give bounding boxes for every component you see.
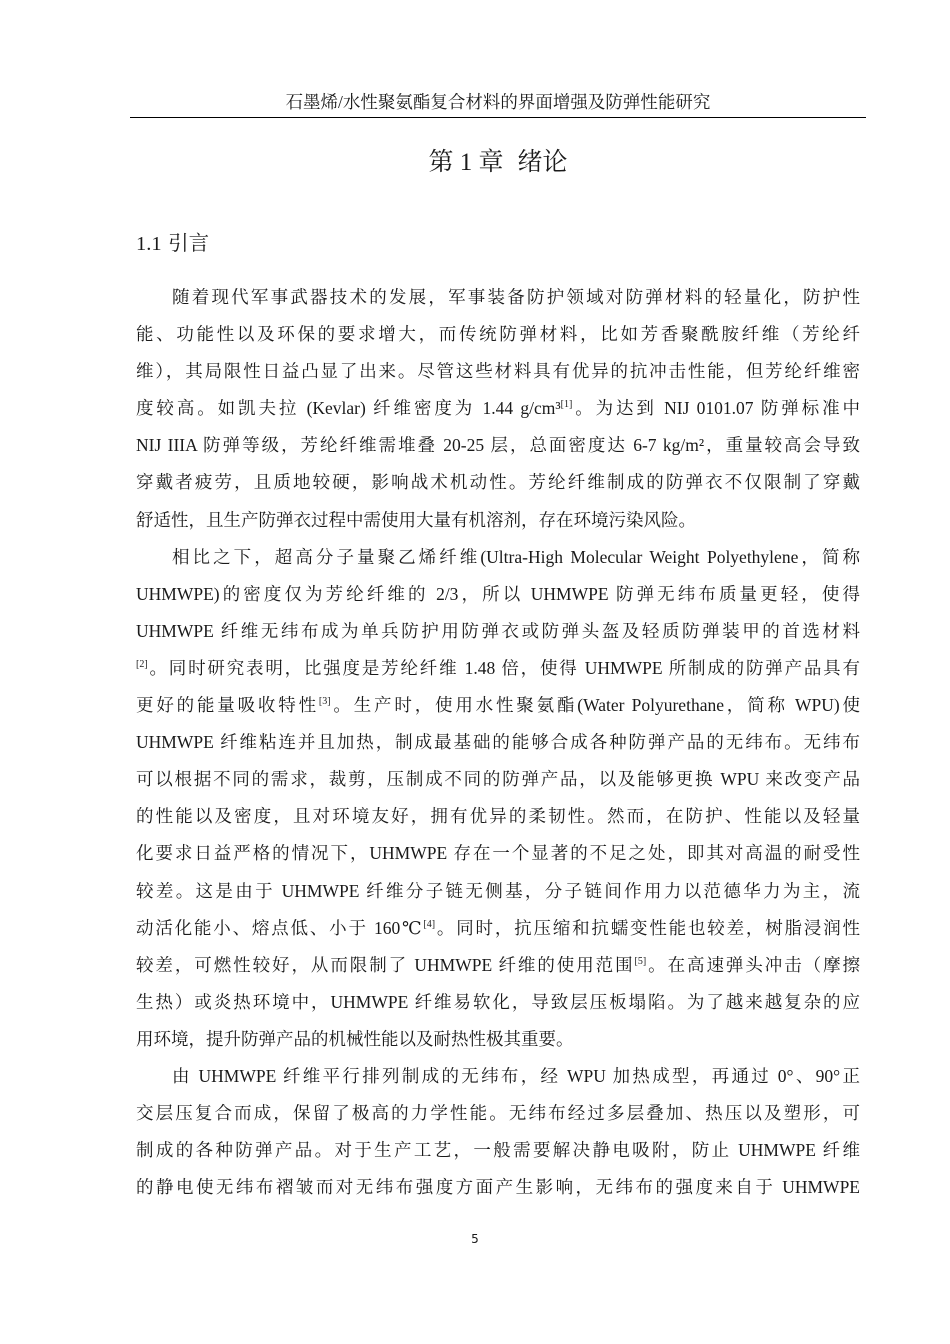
citation-ref: [5] [634, 955, 647, 967]
running-header: 石墨烯/水性聚氨酯复合材料的界面增强及防弹性能研究 [285, 92, 711, 112]
section-heading [136, 228, 209, 259]
citation-ref: [4] [423, 918, 436, 930]
section-number: 1.1 [136, 233, 162, 255]
paragraph-line [136, 947, 860, 984]
paragraph-line: 制成的各种防弹产品。对于生产工艺，一般需要解决静电吸附，防止 UHMWPE 纤维 [136, 1140, 860, 1161]
section-name: 引言 [168, 231, 210, 255]
text-run: 更好的能量吸收特性 [136, 695, 319, 716]
paragraph-line: UHMWPE 纤维粘连并且加热，制成最基础的能够合成各种防弹产品的无纬布。无纬布 [136, 732, 860, 753]
text-run: 。同时研究表明，比强度是芳纶纤维 1.48 倍，使得 UHMWPE 所制成的防弹产品具有 [147, 657, 860, 678]
text-run: 度较高。如凯夫拉 (Kevlar) 纤维密度为 1.44 g/cm³ [136, 398, 561, 419]
paragraph-line: 可以根据不同的需求，裁剪，压制成不同的防弹产品，以及能够更换 WPU 来改变产品 [136, 769, 860, 790]
paragraph-line: 较差。这是由于 UHMWPE 纤维分子链无侧基，分子链间作用力以范德华力为主，流 [136, 880, 860, 901]
text-run: 。同时，抗压缩和抗蠕变性能也较差，树脂浸润性 [435, 917, 861, 938]
paragraph-line: UHMWPE)的密度仅为芳纶纤维的 2/3，所以 UHMWPE 防弹无纬布质量更轻，使得 [136, 583, 860, 604]
paragraph-line: 生热）或炎热环境中，UHMWPE 纤维易软化，导致层压板塌陷。为了越来越复杂的应 [136, 991, 860, 1012]
text-run: 。在高速弹头冲击（摩擦 [646, 954, 861, 975]
body-text [136, 279, 860, 1206]
chapter-number: 第 1 章 [428, 149, 504, 176]
paragraph-line: 相比之下，超高分子量聚乙烯纤维(Ultra-High Molecular Weight Polyethylene，简称 [172, 546, 860, 567]
paragraph-line: 化要求日益严格的情况下，UHMWPE 存在一个显著的不足之处，即其对高温的耐受性 [136, 843, 860, 864]
paragraph-line: 穿戴者疲劳，且质地较硬，影响战术机动性。芳纶纤维制成的防弹衣不仅限制了穿戴 [136, 472, 860, 493]
chapter-title [130, 142, 866, 183]
text-run: 较差，可燃性较好，从而限制了 UHMWPE 纤维的使用范围 [136, 954, 635, 975]
paragraph-line: 维），其局限性日益凸显了出来。尽管这些材料具有优异的抗冲击性能，但芳纶纤维密 [136, 361, 860, 382]
citation-ref: [2] [136, 658, 148, 670]
paragraph-line [136, 650, 860, 687]
paragraph-line: 的性能以及密度，且对环境友好，拥有优异的柔韧性。然而，在防护、性能以及轻量 [136, 806, 860, 827]
text-run: 。为达到 NIJ 0101.07 防弹标准中 [572, 398, 860, 419]
paragraph-line: 用环境，提升防弹产品的机械性能以及耐热性极其重要。 [136, 1028, 574, 1049]
paragraph-line [136, 910, 860, 947]
citation-ref: [3] [318, 696, 331, 708]
paragraph-line: 的静电使无纬布褶皱而对无纬布强度方面产生影响，无纬布的强度来自于 UHMWPE [136, 1177, 860, 1198]
citation-ref: [1] [560, 399, 573, 411]
paragraph-line: NIJ IIIA 防弹等级，芳纶纤维需堆叠 20-25 层，总面密度达 6-7 kg/m²，重量较高会导致 [136, 435, 860, 456]
paragraph-line: 随着现代军事武器技术的发展，军事装备防护领域对防弹材料的轻量化，防护性 [172, 287, 860, 307]
page-number: 5 [471, 1232, 479, 1246]
paragraph-line [136, 687, 860, 724]
header-rule [130, 117, 866, 118]
paragraph-line [136, 390, 860, 427]
chapter-name: 绪论 [517, 147, 568, 176]
paragraph-line: 能、功能性以及环保的要求增大，而传统防弹材料，比如芳香聚酰胺纤维（芳纶纤 [136, 324, 860, 345]
paragraph-line: 由 UHMWPE 纤维平行排列制成的无纬布，经 WPU 加热成型，再通过 0°、90°正 [172, 1065, 860, 1086]
paragraph-line: 舒适性，且生产防弹衣过程中需使用大量有机溶剂，存在环境污染风险。 [136, 509, 696, 530]
text-run: 动活化能小、熔点低、小于 160℃ [136, 917, 424, 938]
paragraph-line: 交层压复合而成，保留了极高的力学性能。无纬布经过多层叠加、热压以及塑形，可 [136, 1103, 860, 1124]
text-run: 。生产时，使用水性聚氨酯(Water Polyurethane，简称 WPU)使 [330, 695, 861, 716]
paragraph-line: UHMWPE 纤维无纬布成为单兵防护用防弹衣或防弹头盔及轻质防弹装甲的首选材料 [136, 620, 860, 641]
